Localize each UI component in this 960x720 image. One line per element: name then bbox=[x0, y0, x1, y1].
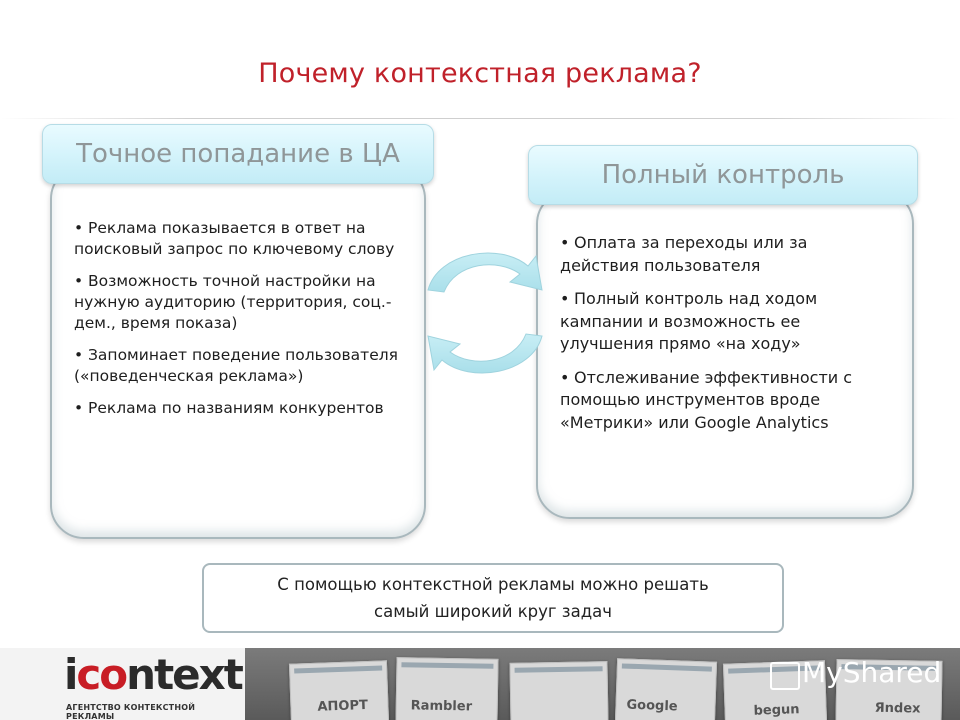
list-item: • Реклама по названиям конкурентов bbox=[74, 399, 384, 417]
right-bullet-list bbox=[560, 232, 890, 445]
bullet-icon: • bbox=[560, 233, 570, 252]
cycle-arrows-icon bbox=[420, 238, 550, 388]
bullet-icon: • bbox=[74, 219, 84, 237]
watermark: MyShared bbox=[802, 656, 942, 689]
list-item: • Оплата за переходы или за действия пользователя bbox=[560, 233, 808, 275]
myshared-icon bbox=[770, 662, 800, 690]
thumbnail: Google bbox=[615, 658, 717, 720]
list-item: • Отслеживание эффективности с помощью инструментов вроде «Метрики» или Google Analytics bbox=[560, 367, 853, 432]
thumbnail: Яndex bbox=[835, 659, 942, 720]
bullet-icon: • bbox=[74, 272, 84, 290]
thumbnail: begun bbox=[723, 660, 827, 720]
bullet-icon: • bbox=[74, 399, 84, 417]
list-item: • Возможность точной настройки на нужную аудиторию (территория, соц.-дем., время показа) bbox=[74, 272, 392, 332]
list-item: • Запоминает поведение пользователя («поведенческая реклама») bbox=[74, 346, 398, 385]
thumbnail: Rambler bbox=[395, 657, 498, 720]
right-panel-heading: Полный контроль bbox=[528, 145, 918, 205]
summary-line-1: С помощью контекстной рекламы можно решать bbox=[277, 575, 709, 594]
thumbnail bbox=[509, 661, 608, 720]
summary-box bbox=[202, 563, 784, 633]
logo bbox=[0, 648, 245, 720]
bullet-icon: • bbox=[560, 367, 570, 387]
left-panel-heading: Точное попадание в ЦА bbox=[42, 124, 434, 184]
list-item: • Полный контроль над ходом кампании и возможность ее улучшения прямо «на ходу» bbox=[560, 289, 818, 353]
thumbnail: АПОРТ bbox=[289, 660, 389, 720]
logo-text: icontext bbox=[64, 650, 242, 699]
bullet-icon: • bbox=[560, 289, 570, 308]
summary-line-2: самый широкий круг задач bbox=[374, 602, 612, 621]
page-title: Почему контекстная реклама? bbox=[258, 58, 702, 89]
bullet-icon: • bbox=[74, 346, 84, 364]
list-item: • Реклама показывается в ответ на поисковый запрос по ключевому слову bbox=[74, 219, 395, 258]
logo-subtitle: АГЕНТСТВО КОНТЕКСТНОЙ РЕКЛАМЫ bbox=[66, 703, 196, 720]
left-bullet-list bbox=[74, 218, 414, 430]
footer-banner bbox=[0, 648, 960, 720]
title-divider bbox=[0, 118, 960, 119]
